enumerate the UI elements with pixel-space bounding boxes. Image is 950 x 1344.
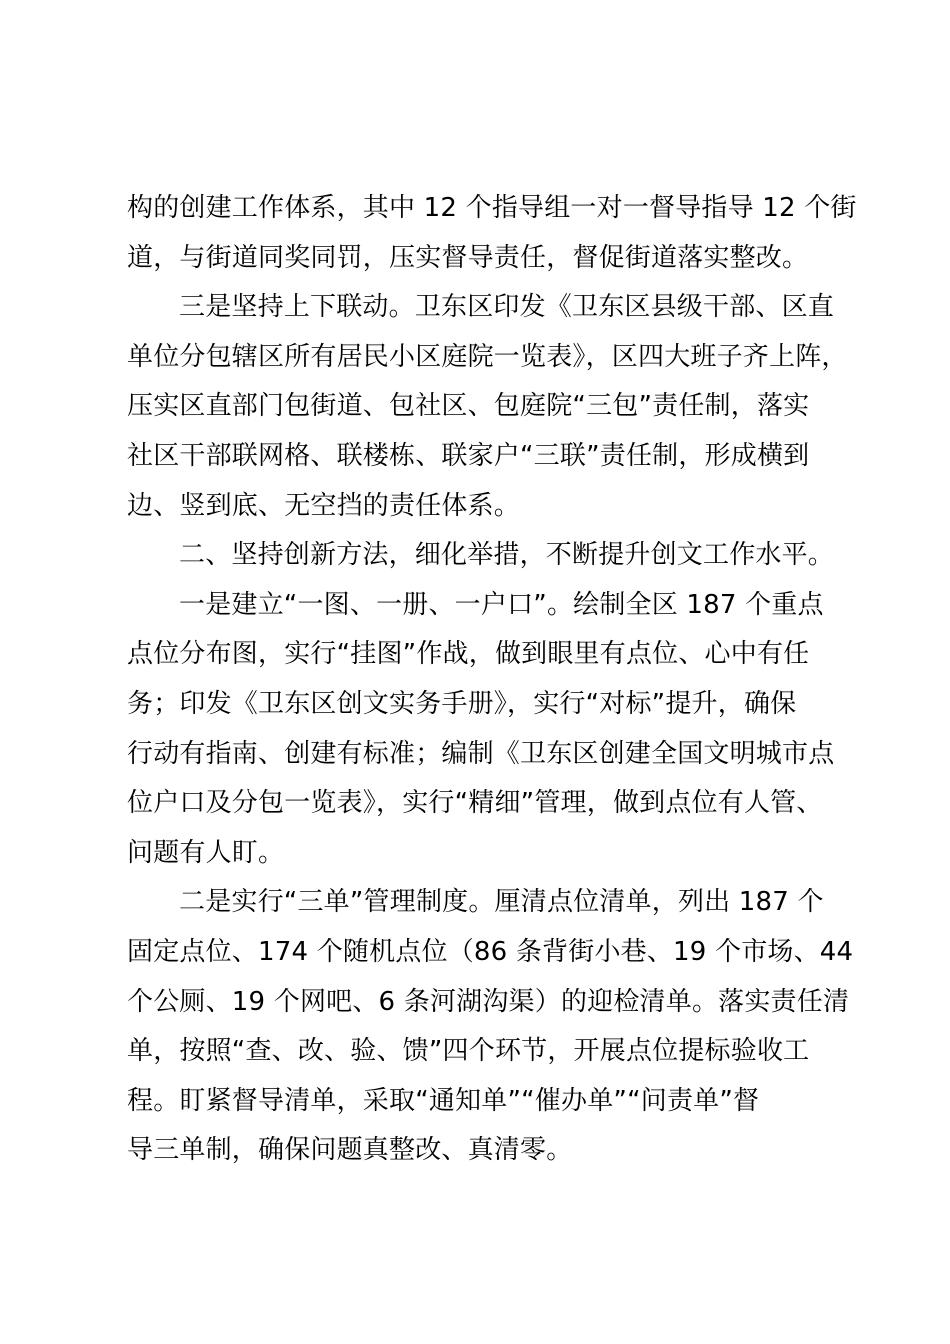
text-line: 导三单制，确保问题真整改、真清零。 xyxy=(127,1135,573,1166)
text-line: 程。盯紧督导清单，采取“通知单”“催办单”“问责单”督 xyxy=(127,1085,760,1116)
text-line: 道，与街道同奖同罚，压实督导责任，督促街道落实整改。 xyxy=(127,242,809,273)
section-heading: 二、坚持创新方法，细化举措，不断提升创文工作水平。 xyxy=(179,540,835,571)
text-line: 个公厕、19 个网吧、6 条河湖沟渠）的迎检清单。落实责任清 xyxy=(127,986,850,1017)
text-line: 问题有人盯。 xyxy=(127,837,285,868)
paragraph-start-line: 一是建立“一图、一册、一户口”。绘制全区 187 个重点 xyxy=(179,589,824,620)
paragraph-start-line: 三是坚持上下联动。卫东区印发《卫东区县级干部、区直 xyxy=(179,292,835,323)
text-line: 社区干部联网格、联楼栋、联家户“三联”责任制，形成横到 xyxy=(127,440,810,471)
text-line: 固定点位、174 个随机点位（86 条背街小巷、19 个市场、44 xyxy=(127,936,854,967)
text-line: 单位分包辖区所有居民小区庭院一览表》，区四大班子齐上阵， xyxy=(127,341,848,372)
text-line: 位户口及分包一览表》，实行“精细”管理，做到点位有人管、 xyxy=(127,788,823,819)
text-line: 务；印发《卫东区创文实务手册》，实行“对标”提升，确保 xyxy=(127,688,797,719)
text-line: 单，按照“查、改、验、馈”四个环节，开展点位提标验收工 xyxy=(127,1036,810,1067)
text-line: 构的创建工作体系，其中 12 个指导组一对一督导指导 12 个街 xyxy=(127,193,857,223)
text-line: 点位分布图，实行“挂图”作战，做到眼里有点位、心中有任 xyxy=(127,639,810,670)
text-line: 压实区直部门包街道、包社区、包庭院“三包”责任制，落实 xyxy=(127,391,810,422)
body-text xyxy=(127,186,857,1178)
paragraph-start-line: 二是实行“三单”管理制度。厘清点位清单，列出 187 个 xyxy=(179,887,824,918)
text-line: 行动有指南、创建有标准；编制《卫东区创建全国文明城市点 xyxy=(127,738,835,769)
text-line: 边、竖到底、无空挡的责任体系。 xyxy=(127,490,521,521)
